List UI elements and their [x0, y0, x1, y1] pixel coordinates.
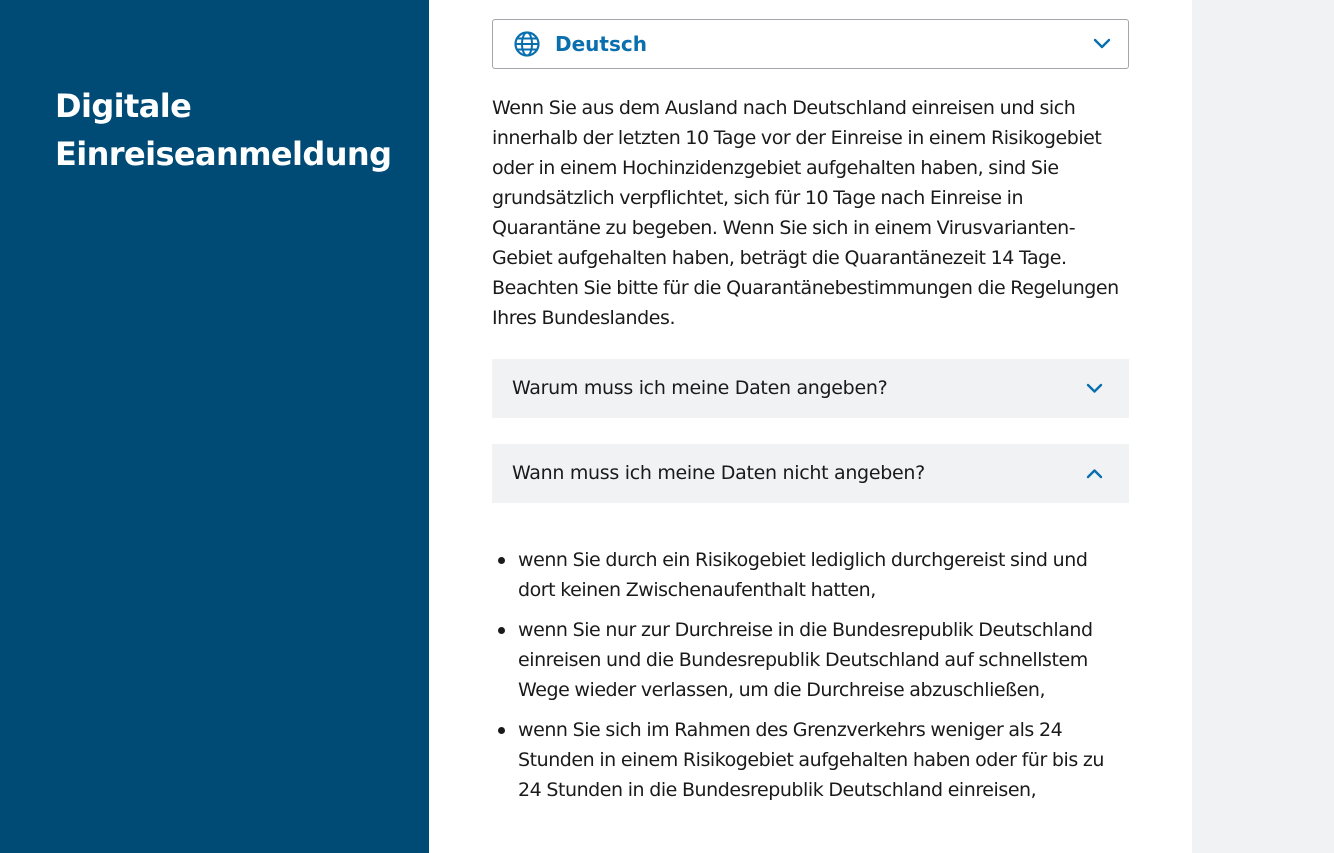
- chevron-down-icon: [1086, 380, 1103, 397]
- chevron-down-icon: [1093, 35, 1111, 53]
- accordion-label: Warum muss ich meine Daten angeben?: [512, 377, 888, 399]
- globe-icon: [514, 31, 540, 57]
- chevron-up-icon: [1086, 465, 1103, 482]
- list-item: [492, 715, 1132, 805]
- list-item-text: wenn Sie durch ein Risikogebiet lediglich durchgereist sind und dort keinen Zwischenaufenthalt hatten,: [518, 549, 1088, 601]
- language-select-value: Deutsch: [555, 32, 647, 56]
- main-content: [429, 0, 1192, 853]
- language-select[interactable]: [492, 19, 1129, 69]
- accordion-label: Wann muss ich meine Daten nicht angeben?: [512, 462, 925, 484]
- list-item: [492, 615, 1132, 705]
- accordion-when-not-required[interactable]: [492, 444, 1129, 503]
- accordion-why-data[interactable]: [492, 359, 1129, 418]
- list-item: [492, 545, 1132, 605]
- bullet-icon: [498, 557, 505, 564]
- list-item-text: wenn Sie sich im Rahmen des Grenzverkehrs weniger als 24 Stunden in einem Risikogebiet aufgehalten haben oder für bis zu 24 Stunden in die Bundesrepublik Deutschland einreisen,: [518, 719, 1104, 801]
- list-item-text: wenn Sie nur zur Durchreise in die Bundesrepublik Deutschland einreisen und die Bundesrepublik Deutschland auf schnellstem Wege wieder verlassen, um die Durchreise abzuschließen,: [518, 619, 1093, 701]
- sidebar: [0, 0, 429, 853]
- bullet-icon: [498, 727, 505, 734]
- bullet-icon: [498, 627, 505, 634]
- intro-text: Wenn Sie aus dem Ausland nach Deutschland einreisen und sich innerhalb der letzten 10 Tage vor der Einreise in einem Risikogebiet oder in einem Hochinzidenzgebiet aufgehalten haben, sind Sie grundsätzlich verpflichtet, sich für 10 Tage nach Einreise in Quarantäne zu begeben. Wenn Sie sich in einem Virusvarianten-Gebiet aufgehalten haben, beträgt die Quarantänezeit 14 Tage. Beachten Sie bitte für die Quarantänebestimmungen die Regelungen Ihres Bundeslandes.: [492, 97, 1119, 329]
- page-title: Digitale Einreiseanmeldung: [55, 87, 392, 173]
- exemption-list: [492, 545, 1132, 815]
